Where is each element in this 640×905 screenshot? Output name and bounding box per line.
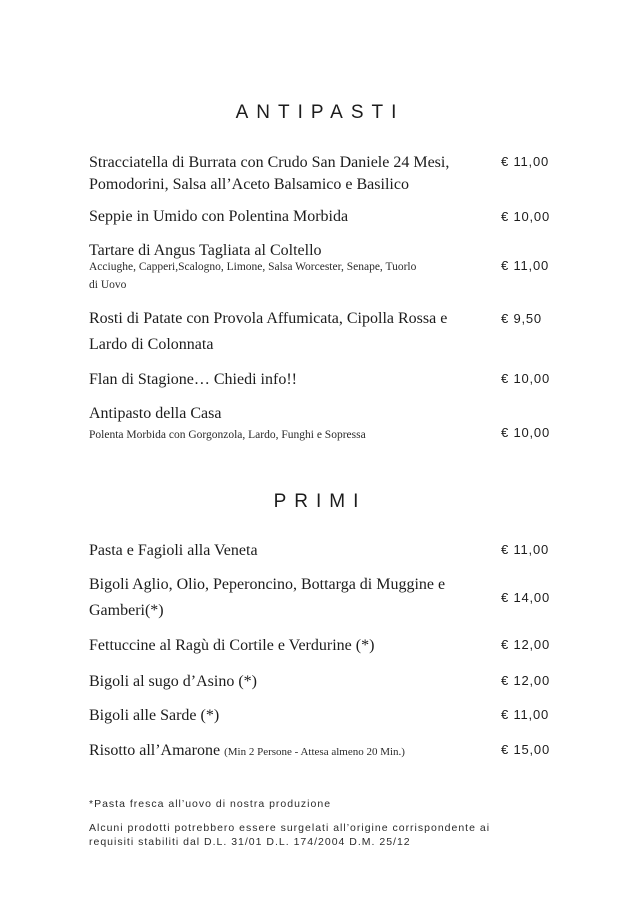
menu-item <box>89 152 489 196</box>
item-price: € 12,00 <box>501 637 550 652</box>
menu-item <box>89 635 489 657</box>
item-price: € 12,00 <box>501 673 550 688</box>
item-price: € 9,50 <box>501 311 542 326</box>
item-name: Flan di Stagione… Chiedi info!! <box>89 371 297 388</box>
menu-item <box>89 705 489 727</box>
item-price: € 11,00 <box>501 542 550 557</box>
item-name: Gamberi(*) <box>89 602 164 619</box>
menu-item <box>89 572 489 624</box>
item-price: € 10,00 <box>501 209 550 224</box>
item-name: Tartare di Angus Tagliata al Coltello <box>89 242 322 259</box>
item-note: (Min 2 Persone - Attesa almeno 20 Min.) <box>224 746 405 758</box>
item-description: Polenta Morbida con Gorgonzola, Lardo, Funghi e Sopressa <box>89 429 366 441</box>
menu-item <box>89 306 489 358</box>
item-price: € 14,00 <box>501 590 550 605</box>
frozen-note <box>89 821 549 849</box>
item-price: € 10,00 <box>501 425 550 440</box>
item-name: Rosti di Patate con Provola Affumicata, Cipolla Rossa e <box>89 310 448 327</box>
item-description: Acciughe, Capperi,Scalogno, Limone, Salsa Worcester, Senape, Tuorlo <box>89 261 417 273</box>
item-name: Bigoli al sugo d’Asino (*) <box>89 673 257 690</box>
item-name: Seppie in Umido con Polentina Morbida <box>89 208 349 225</box>
item-price: € 11,00 <box>501 258 550 273</box>
pasta-note: *Pasta fresca all’uovo di nostra produzione <box>89 798 332 810</box>
item-name: Pasta e Fagioli alla Veneta <box>89 542 258 559</box>
item-name: Bigoli Aglio, Olio, Peperoncino, Bottarga di Muggine e <box>89 576 446 593</box>
menu-item <box>89 540 489 562</box>
section-title-primi: PRIMI <box>273 491 367 512</box>
menu-item <box>89 740 489 763</box>
item-price: € 10,00 <box>501 371 550 386</box>
item-price: € 15,00 <box>501 742 550 757</box>
item-name: Lardo di Colonnata <box>89 336 214 353</box>
item-name: Stracciatella di Burrata con Crudo San Daniele 24 Mesi, <box>89 154 450 171</box>
menu-item <box>89 240 489 294</box>
menu-item <box>89 671 489 693</box>
menu-item <box>89 369 489 391</box>
item-name: Fettuccine al Ragù di Cortile e Verdurine (*) <box>89 637 375 654</box>
menu-item <box>89 403 489 444</box>
item-name-text: Risotto all’Amarone <box>89 742 221 759</box>
item-name <box>89 740 489 763</box>
item-price: € 11,00 <box>501 707 550 722</box>
frozen-note-line: Alcuni prodotti potrebbero essere surgelati all’origine corrispondente ai <box>89 822 491 834</box>
item-price: € 11,00 <box>501 154 550 169</box>
item-description: di Uovo <box>89 279 127 291</box>
frozen-note-line: requisiti stabiliti dal D.L. 31/01 D.L. 174/2004 D.M. 25/12 <box>89 836 411 848</box>
item-name: Bigoli alle Sarde (*) <box>89 707 220 724</box>
menu-item <box>89 206 489 228</box>
item-name: Antipasto della Casa <box>89 405 222 422</box>
section-title-antipasti: ANTIPASTI <box>235 102 405 123</box>
item-name: Pomodorini, Salsa all’Aceto Balsamico e Basilico <box>89 176 409 193</box>
